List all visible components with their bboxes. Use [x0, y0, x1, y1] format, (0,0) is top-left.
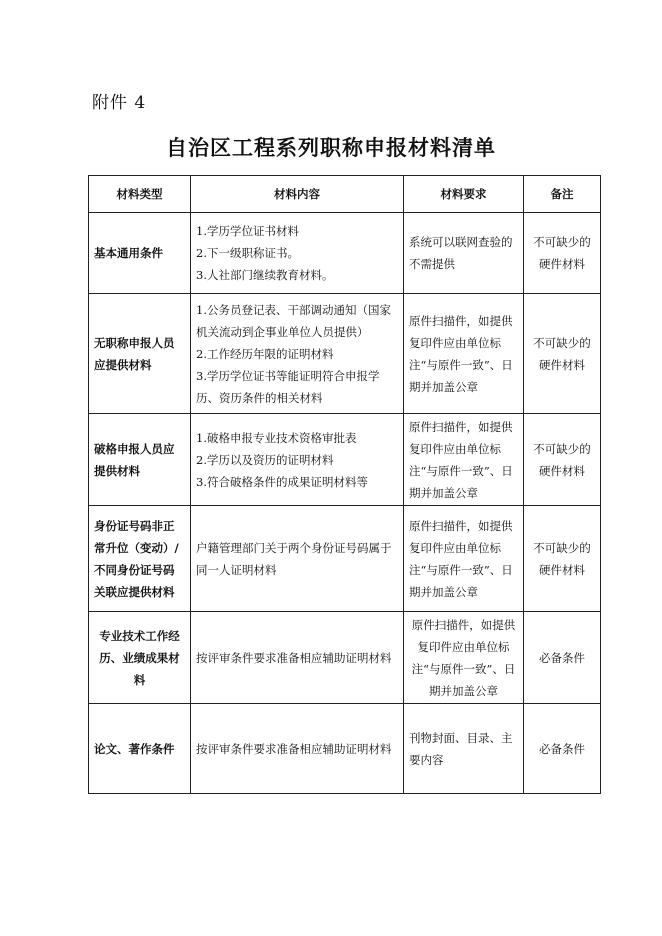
header-remarks: 备注: [524, 176, 601, 213]
table-row: [89, 414, 601, 506]
table-row: [89, 704, 601, 794]
content-line: 3.学历学位证书等能证明符合申报学历、资历条件的相关材料: [196, 368, 380, 405]
content-cell: [191, 414, 404, 506]
content-line: 1.公务员登记表、干部调动通知（国家机关流动到企事业单位人员提供）: [196, 302, 391, 339]
requirement-cell: 原件扫描件，如提供复印件应由单位标注“与原件一致”、日期并加盖公章: [404, 294, 524, 414]
note-cell: 不可缺少的硬件材料: [524, 506, 601, 612]
table-row: [89, 612, 601, 704]
header-material-content: 材料内容: [191, 176, 404, 213]
attachment-label: 附件 4: [92, 93, 147, 113]
requirement-cell: 系统可以联网查验的不需提供: [404, 213, 524, 294]
content-line: 按评审条件要求准备相应辅助证明材料: [196, 741, 392, 756]
content-line: 3.人社部门继续教育材料。: [196, 268, 334, 282]
note-cell: 不可缺少的硬件材料: [524, 294, 601, 414]
content-line: 按评审条件要求准备相应辅助证明材料: [196, 650, 392, 665]
table-row: [89, 506, 601, 612]
content-line: 3.符合破格条件的成果证明材料等: [196, 474, 368, 489]
requirement-cell: 原件扫描件，如提供复印件应由单位标注“与原件一致”、日期并加盖公章: [404, 612, 524, 704]
category-cell: 专业技术工作经历、业绩成果材料: [89, 612, 191, 704]
category-cell: 论文、著作条件: [89, 704, 191, 794]
content-cell: [191, 213, 404, 294]
requirement-cell: 原件扫描件，如提供复印件应由单位标注“与原件一致”、日期并加盖公章: [404, 506, 524, 612]
content-cell: [191, 506, 404, 612]
category-cell: 破格申报人员应提供材料: [89, 414, 191, 506]
content-cell: [191, 704, 404, 794]
content-line: 2.工作经历年限的证明材料: [196, 346, 334, 361]
requirement-cell: 原件扫描件，如提供复印件应由单位标注“与原件一致”、日期并加盖公章: [404, 414, 524, 506]
content-cell: [191, 294, 404, 414]
requirement-cell: 刊物封面、目录、主要内容: [404, 704, 524, 794]
table-header-row: [89, 176, 601, 213]
materials-table: [88, 175, 601, 794]
note-cell: 不可缺少的硬件材料: [524, 414, 601, 506]
table-row: [89, 294, 601, 414]
content-line: 户籍管理部门关于两个身份证号码属于同一人证明材料: [196, 540, 392, 577]
category-cell: 身份证号码非正常升位（变动）/不同身份证号码关联应提供材料: [89, 506, 191, 612]
content-line: 2.下一级职称证书。: [196, 246, 299, 260]
content-line: 1.学历学位证书材料: [196, 224, 299, 238]
content-line: 2.学历以及资历的证明材料: [196, 452, 334, 467]
category-cell: 无职称申报人员应提供材料: [89, 294, 191, 414]
note-cell: 必备条件: [524, 612, 601, 704]
header-material-type: 材料类型: [89, 176, 191, 213]
category-cell: 基本通用条件: [89, 213, 191, 294]
table-row: [89, 213, 601, 294]
content-line: 1.破格申报专业技术资格审批表: [196, 430, 357, 445]
document-title: 自治区工程系列职称申报材料清单: [166, 136, 496, 160]
note-cell: 必备条件: [524, 704, 601, 794]
content-cell: [191, 612, 404, 704]
note-cell: 不可缺少的硬件材料: [524, 213, 601, 294]
header-material-requirement: 材料要求: [404, 176, 524, 213]
